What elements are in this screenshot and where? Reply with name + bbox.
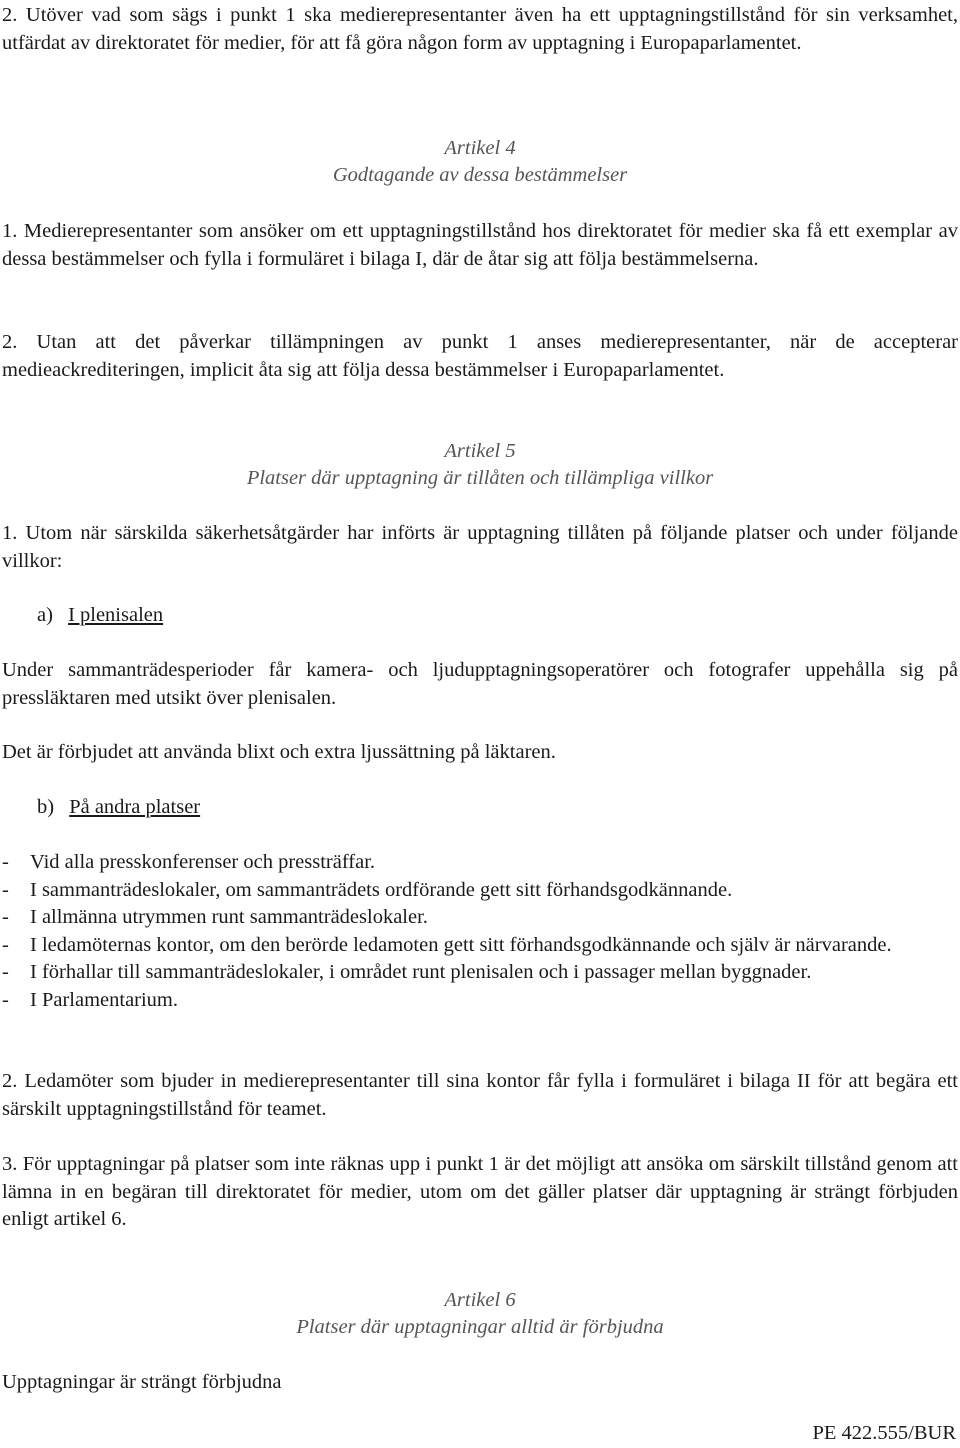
subsection-a-text-1: Under sammanträdesperioder får kamera- och ljudupptagningsoperatörer och fotografer uppehålla sig på pressläktaren med utsikt över plenisalen. xyxy=(2,659,958,709)
list-item xyxy=(2,849,958,877)
article-6-subheading: Upptagningar är strängt förbjudna xyxy=(2,1371,282,1393)
article-5-title: Platser där upptagning är tillåten och tillämpliga villkor xyxy=(246,467,714,489)
list-item xyxy=(2,987,958,1015)
list-item xyxy=(2,904,958,932)
article-4-title: Godtagande av dessa bestämmelser xyxy=(332,164,628,186)
list-item-text: I förhallar till sammanträdeslokaler, i området runt plenisalen och i passager mellan byggnader. xyxy=(30,961,812,983)
list-item-text: I sammanträdeslokaler, om sammanträdets ordförande gett sitt förhandsgodkännande. xyxy=(30,878,733,901)
list-item-text: I Parlamentarium. xyxy=(30,988,179,1011)
list-dash: - xyxy=(2,988,9,1011)
article-6-number: Artikel 6 xyxy=(444,1289,516,1311)
list-dash: - xyxy=(2,961,9,983)
subsection-a-title: I plenisalen xyxy=(68,604,164,626)
subsection-a-marker: a) xyxy=(37,604,53,626)
subsection-b-list xyxy=(2,849,958,1014)
subsection-b-heading xyxy=(37,794,937,822)
list-dash: - xyxy=(2,933,9,956)
subsection-a-text-2: Det är förbjudet att använda blixt och extra ljussättning på läktaren. xyxy=(2,741,556,763)
list-dash: - xyxy=(2,851,9,873)
list-item xyxy=(2,932,958,960)
subsection-b-marker: b) xyxy=(37,796,55,818)
article-4-paragraph-1: 1. Medierepresentanter som ansöker om ett upptagningstillstånd hos direktoratet för medier ska få ett exemplar av dessa bestämmelser och fylla i formuläret i bilaga I, där de åtar sig att följa bestämmelserna. xyxy=(2,220,958,270)
list-item-text: I ledamöternas kontor, om den berörde ledamoten gett sitt förhandsgodkännande och själv är närvarande. xyxy=(30,933,892,956)
article-5-paragraph-3: 3. För upptagningar på platser som inte räknas upp i punkt 1 är det möjligt att ansöka om särskilt tillstånd genom att lämna in en begäran till direktoratet för medier, utom om det gäller platser där upptagning är strängt förbjuden enligt artikel 6. xyxy=(2,1153,958,1230)
list-dash: - xyxy=(2,906,9,928)
article-5-paragraph-1: 1. Utom när särskilda säkerhetsåtgärder har införts är upptagning tillåten på följande platser och under följande villkor: xyxy=(2,522,958,572)
list-item-text: Vid alla presskonferenser och pressträffar. xyxy=(30,851,376,873)
article-4-paragraph-2: 2. Utan att det påverkar tillämpningen av punkt 1 anses medierepresentanter, när de accepterar medieackrediteringen, implicit åta sig att följa dessa bestämmelser i Europaparlamentet. xyxy=(2,331,958,381)
article-4-number: Artikel 4 xyxy=(444,137,516,159)
intro-paragraph-2: 2. Utöver vad som sägs i punkt 1 ska medierepresentanter även ha ett upptagningstillstånd för sin verksamhet, utfärdat av direktoratet för medier, för att få göra någon form av upptagning i Europaparlamentet. xyxy=(2,4,958,54)
subsection-a-heading xyxy=(37,602,937,630)
list-item xyxy=(2,959,958,987)
article-6-title: Platser där upptagningar alltid är förbjudna xyxy=(296,1316,664,1338)
list-item xyxy=(2,877,958,905)
list-item-text: I allmänna utrymmen runt sammanträdeslokaler. xyxy=(30,906,428,928)
article-5-paragraph-2: 2. Ledamöter som bjuder in medierepresentanter till sina kontor får fylla i formuläret i bilaga II för att begära ett särskilt upptagningstillstånd för teamet. xyxy=(2,1070,958,1120)
document-reference: PE 422.555/BUR xyxy=(812,1422,956,1444)
list-dash: - xyxy=(2,878,9,901)
article-5-number: Artikel 5 xyxy=(444,440,516,462)
subsection-b-title: På andra platser xyxy=(69,796,201,818)
